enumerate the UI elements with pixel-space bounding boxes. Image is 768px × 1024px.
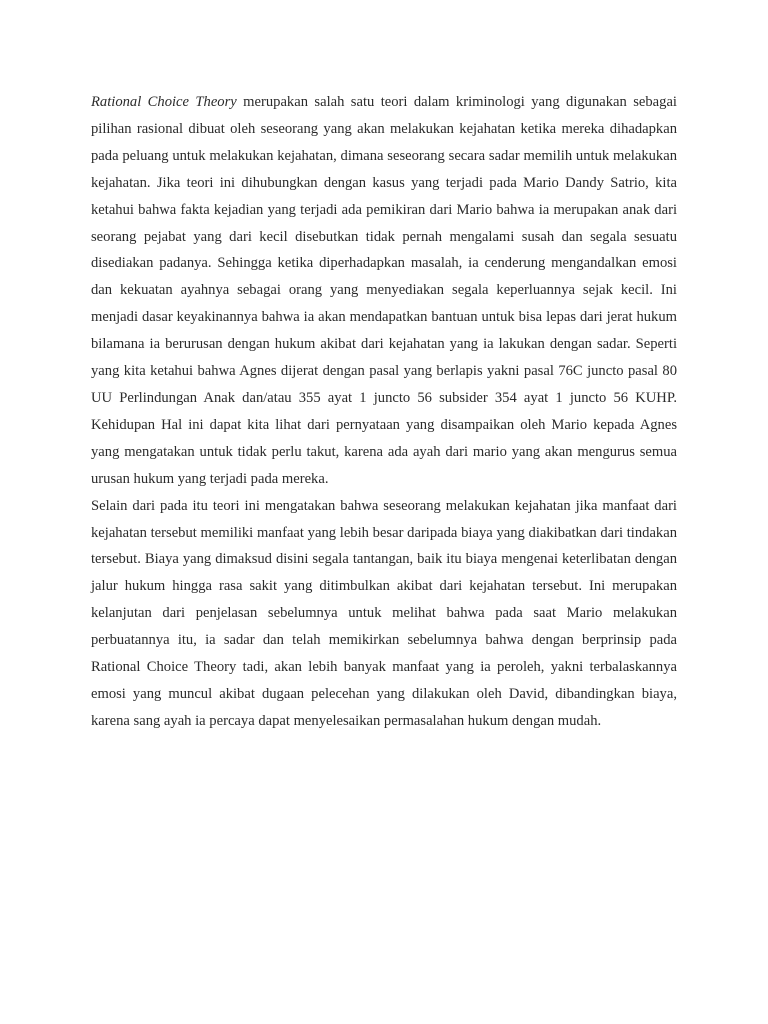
paragraph-1	[91, 89, 677, 493]
paragraph-1-text: merupakan salah satu teori dalam kriminologi yang digunakan sebagai pilihan rasional dibuat oleh seseorang yang akan melakukan kejahatan ketika mereka dihadapkan pada peluang untuk melakukan kejahatan, dimana seseorang secara sadar memilih untuk melakukan kejahatan. Jika teori ini dihubungkan dengan kasus yang terjadi pada Mario Dandy Satrio, kita ketahui bahwa fakta kejadian yang terjadi ada pemikiran dari Mario bahwa ia merupakan anak dari seorang pejabat yang dari kecil disebutkan tidak pernah mengalami susah dan segala sesuatu disediakan padanya. Sehingga ketika diperhadapkan masalah, ia cenderung mengandalkan emosi dan kekuatan ayahnya sebagai orang yang menyediakan segala keperluannya sejak kecil. Ini menjadi dasar keyakinannya bahwa ia akan mendapatkan bantuan untuk bisa lepas dari jerat hukum bilamana ia berurusan dengan hukum akibat dari kejahatan yang ia lakukan dengan sadar. Seperti yang kita ketahui bahwa Agnes dijerat dengan pasal yang berlapis yakni pasal 76C juncto pasal 80 UU Perlindungan Anak dan/atau 355 ayat 1 juncto 56 subsider 354 ayat 1 juncto 56 KUHP. Kehidupan Hal ini dapat kita lihat dari pernyataan yang disampaikan oleh Mario kepada Agnes yang mengatakan untuk tidak perlu takut, karena ada ayah dari mario yang akan mengurus semua urusan hukum yang terjadi pada mereka.	[91, 94, 677, 487]
paragraph-2: Selain dari pada itu teori ini mengatakan bahwa seseorang melakukan kejahatan jika manfaat dari kejahatan tersebut memiliki manfaat yang lebih besar daripada biaya yang diakibatkan dari tindakan tersebut. Biaya yang dimaksud disini segala tantangan, baik itu biaya mengenai keterlibatan dengan jalur hukum hingga rasa sakit yang ditimbulkan akibat dari kejahatan tersebut. Ini merupakan kelanjutan dari penjelasan sebelumnya untuk melihat bahwa pada saat Mario melakukan perbuatannya itu, ia sadar dan telah memikirkan sebelumnya bahwa dengan berprinsip pada Rational Choice Theory tadi, akan lebih banyak manfaat yang ia peroleh, yakni terbalaskannya emosi yang muncul akibat dugaan pelecehan yang dilakukan oleh David, dibandingkan biaya, karena sang ayah ia percaya dapat menyelesaikan permasalahan hukum dengan mudah.	[91, 497, 677, 729]
document-body	[91, 89, 677, 735]
theory-term-italic: Rational Choice Theory	[91, 94, 237, 110]
